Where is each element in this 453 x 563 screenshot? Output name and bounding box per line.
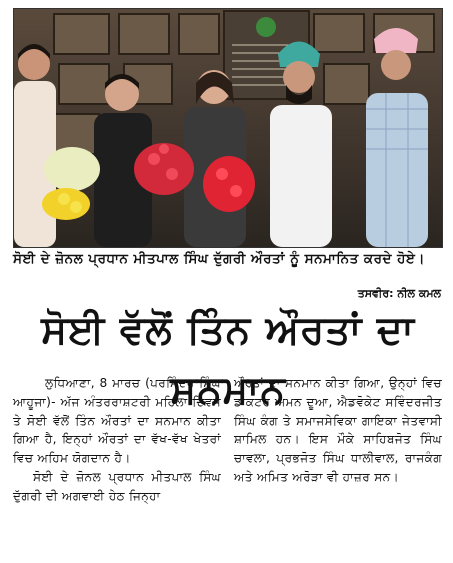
article-paragraph: ਲੁਧਿਆਣਾ, 8 ਮਾਰਚ (ਪਰਮਿੰਦਰ ਸਿੰਘ ਆਹੂਜਾ)- ਅੱਜ ਅੰਤਰਰਾਸ਼ਟਰੀ ਮਹਿਲਾ ਦਿਵਸ ਤੇ ਸੋਈ ਵੱਲੋਂ ਤਿੰਨ ਔਰਤਾਂ ਦਾ ਸਨਮਾਨ ਕੀਤਾ ਗਿਆ ਹੈ, ਇਨ੍ਹਾਂ ਔਰਤਾਂ ਦਾ ਵੱਖ-ਵੱਖ ਖੇਤਰਾਂ ਵਿਚ ਅਹਿਮ ਯੋਗਦਾਨ ਹੈ। xyxy=(13,376,221,466)
article-headline: ਸੋਈ ਵੱਲੋਂ ਤਿੰਨ ਔਰਤਾਂ ਦਾ ਸਨਮਾਨ xyxy=(41,307,415,413)
article-column-right xyxy=(234,374,442,487)
photo-caption: ਸੋਈ ਦੇ ਜ਼ੋਨਲ ਪ੍ਰਧਾਨ ਮੀਤਪਾਲ ਸਿੰਘ ਦੁੱਗਰੀ ਔਰਤਾਂ ਨੂੰ ਸਨਮਾਨਿਤ ਕਰਦੇ ਹੋਏ। xyxy=(13,251,425,267)
person-woman-1 xyxy=(14,44,56,247)
article-paragraph: ਸੋਈ ਦੇ ਜ਼ੋਨਲ ਪ੍ਰਧਾਨ ਮੀਤਪਾਲ ਸਿੰਘ ਦੁੱਗਰੀ ਦੀ ਅਗਵਾਈ ਹੇਠ ਜਿਨ੍ਹਾ xyxy=(13,469,221,503)
bouquet-red-1 xyxy=(134,143,194,195)
article-paragraph: ਔਰਤਾਂ ਦਾ ਸਨਮਾਨ ਕੀਤਾ ਗਿਆ, ਉਨ੍ਹਾਂ ਵਿਚ ਡਾਕਟਰ ਅਮਨ ਦੂਆ, ਐਡਵੋਕੇਟ ਸਵਿੰਦਰਜੀਤ ਸਿੰਘ ਕੰਗ ਤੇ ਸਮਾਜਸੇਵਿਕਾ ਗਾਇਕਾ ਜੇਤਵਾਸੀ ਸ਼ਾਮਿਲ ਹਨ। ਇਸ ਮੌਕੇ ਸਾਹਿਬਜੋਤ ਸਿੰਘ ਚਾਵਲਾ, ਪ੍ਰਭਜੋਤ ਸਿੰਘ ਧਾਲੀਵਾਲ, ਰਾਜਕੰਗ ਅਤੇ ਅਮਿਤ ਅਰੋੜਾ ਵੀ ਹਾਜ਼ਰ ਸਨ। xyxy=(234,376,442,484)
photo-credit: ਤਸਵੀਰ: ਨੀਲ ਕਮਲ xyxy=(357,287,441,300)
article-column-left xyxy=(13,374,221,506)
photo-illustration xyxy=(14,9,442,247)
bouquet-red-2 xyxy=(203,156,255,212)
menu-logo xyxy=(256,17,276,37)
news-photo xyxy=(13,8,443,248)
person-man-pink-turban xyxy=(366,28,428,247)
